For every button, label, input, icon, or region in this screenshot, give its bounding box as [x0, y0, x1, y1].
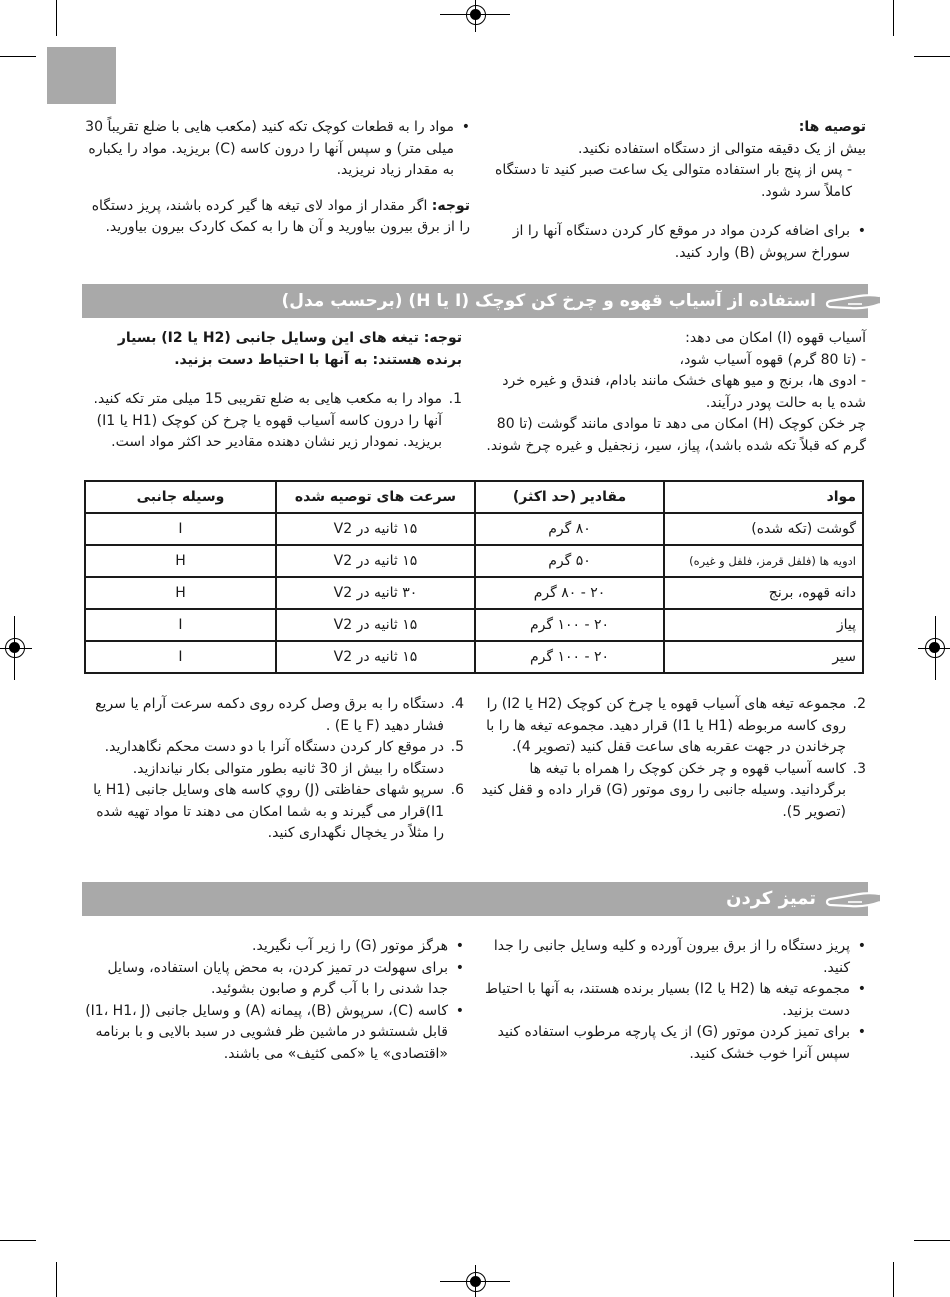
- recommendation-dash: - پس از پنج بار استفاده متوالی یک ساعت صبر کنید تا دستگاه کاملاً سرد شود.: [495, 162, 852, 200]
- section-heading-coffee-grinder: [82, 284, 868, 318]
- step-number: 6.: [450, 782, 464, 798]
- table-row: [85, 513, 863, 545]
- section-heading-cleaning: [82, 882, 868, 916]
- cleaning-left-column: [84, 936, 464, 1065]
- cleaning-bullet: • پریز دستگاه را از برق بیرون آورده و کلیه وسایل جانبی را جدا کنید.: [478, 936, 866, 979]
- cell-speed: ۱۵ ثانیه در V2: [276, 545, 475, 577]
- step-number: 5.: [450, 739, 464, 755]
- step-3: [478, 759, 866, 824]
- blade-warning-note: توجه: تیغه های این وسایل جانبی (H2 یا I2) بسیار برنده هستند: به آنها با احتیاط دست بزنید.: [117, 330, 462, 368]
- grinder-dash-coffee: - (تا 80 گرم) قهوه آسیاب شود،: [679, 351, 866, 368]
- cell-accessory: H: [85, 577, 276, 609]
- cell-speed: ۱۵ ثانیه در V2: [276, 513, 475, 545]
- step-text: در موقع کار کردن دستگاه آنرا با دو دست محکم نگاهدارید. دستگاه را بیش از 30 ثانیه بطور متوالی بکار نیاندازید.: [104, 739, 444, 777]
- registration-mark-icon: [925, 638, 945, 658]
- cleaning-right-column: [478, 936, 866, 1065]
- table-row: [85, 641, 863, 673]
- cleaning-bullet: • برای سهولت در تمیز کردن، به محض پایان استفاده، وسایل جدا شدنی را با آب گرم و صابون بشوئید.: [84, 958, 464, 1001]
- crop-mark: [0, 56, 36, 57]
- registration-mark-icon: [5, 638, 25, 658]
- cell-speed: ۳۰ ثانیه در V2: [276, 577, 475, 609]
- registration-mark-icon: [466, 5, 486, 25]
- crop-mark: [914, 1240, 950, 1241]
- step-2: [478, 694, 866, 759]
- cell-quantity: ۲۰ - ۱۰۰ گرم: [475, 641, 664, 673]
- cell-ingredient: سیر: [664, 641, 863, 673]
- grinder-dash-spices: - ادوی ها، برنج و میو ههای خشک مانند بادام، فندق و غیره خرد شده یا به حالت پودر درآیند.: [502, 373, 866, 411]
- header-ingredients: مواد: [664, 481, 863, 513]
- table-header-row: [85, 481, 863, 513]
- header-max-quantity: مقادیر (حد اکثر): [475, 481, 664, 513]
- crop-mark: [0, 1240, 36, 1241]
- cell-speed: ۱۵ ثانیه در V2: [276, 641, 475, 673]
- cleaning-bullet: • هرگز موتور (G) را زیر آب نگیرید.: [84, 936, 464, 958]
- step-number: 3.: [852, 760, 866, 777]
- step-number: 4.: [450, 696, 464, 712]
- crop-mark: [893, 0, 894, 36]
- step-number: 1.: [448, 391, 462, 407]
- crop-mark: [56, 0, 57, 36]
- step-1: [84, 389, 462, 454]
- note-text: اگر مقدار از مواد لای تیغه ها گیر کرده باشند، پریز دستگاه را از برق بیرون بیاورید و آن ها را به کمک کاردک بیرون بیاورید.: [91, 197, 470, 235]
- steps-right-column: [478, 694, 866, 823]
- step-text: کاسه آسیاب قهوه و چر خکن کوچک را همراه با تیغه ها برگردانید. وسیله جانبی را روی موتور (G) قرار داده و قفل کنید (تصویر 5).: [481, 760, 846, 820]
- header-accessory: وسیله جانبی: [85, 481, 276, 513]
- grinder-intro: آسیاب قهوه (I) امکان می دهد:: [685, 330, 866, 346]
- recommendations-block: [478, 117, 866, 264]
- quantities-table: [84, 480, 864, 674]
- crop-mark: [56, 1262, 57, 1297]
- step-6: [84, 780, 464, 845]
- table-row: [85, 609, 863, 641]
- step-text: دستگاه را به برق وصل کرده روی دکمه سرعت آرام یا سریع فشار دهید (F یا E) .: [95, 696, 444, 734]
- cell-speed: ۱۵ ثانیه در V2: [276, 609, 475, 641]
- crop-mark: [914, 56, 950, 57]
- cell-ingredient: دانه قهوه، برنج: [664, 577, 863, 609]
- top-left-block: [84, 117, 470, 239]
- cell-accessory: H: [85, 545, 276, 577]
- page-tab: [47, 47, 116, 104]
- recommendations-heading: توصیه ها:: [798, 119, 866, 135]
- cell-quantity: ۸۰ گرم: [475, 513, 664, 545]
- step-text: مواد را به مکعب هایی به ضلع تقریبی 15 میلی متر تکه کنید. آنها را درون کاسه آسیاب قهوه یا چرخ کن کوچک (H1 یا I1) بریزید. نمودار زیر نشان دهنده مقادیر حد اکثر مواد است.: [93, 391, 442, 450]
- registration-mark-icon: [466, 1272, 486, 1292]
- cleaning-bullet: • مجموعه تیغه ها (H2 یا I2) بسیار برنده هستند، به آنها با احتیاط دست بزنید.: [478, 979, 866, 1022]
- recommendation-bullet: • برای اضافه کردن مواد در موقع کار کردن دستگاه آنها را از سوراخ سرپوش (B) وارد کنید.: [478, 221, 866, 264]
- cell-quantity: ۵۰ گرم: [475, 545, 664, 577]
- crop-mark: [893, 1262, 894, 1297]
- table-row: [85, 545, 863, 577]
- cell-quantity: ۲۰ - ۸۰ گرم: [475, 577, 664, 609]
- step-4: [84, 694, 464, 737]
- cell-accessory: I: [85, 513, 276, 545]
- cleaning-bullet: • برای تمیز کردن موتور (G) از یک پارچه مرطوب استفاده کنید سپس آنرا خوب خشک کنید.: [478, 1022, 866, 1065]
- header-recommended-speed: سرعت های توصیه شده: [276, 481, 475, 513]
- cell-ingredient: پیاز: [664, 609, 863, 641]
- steps-left-column: [84, 694, 464, 845]
- cleaning-bullet: • کاسه (C)، سرپوش (B)، پیمانه (A) و وسایل جانبی (I1، H1، J) قابل شستشو در ماشین ظر فشویی در سبد بالایی و با برنامه «اقتصادی» یا «کمی کثیف» می باشند.: [84, 1001, 464, 1066]
- section-title: تمیز کردن: [726, 888, 816, 909]
- step-5: [84, 737, 464, 780]
- mini-chopper-description: چر خکن کوچک (H) امکان می دهد تا موادی مانند گوشت (تا 80 گرم که قبلاً تکه شده باشد)، پیاز، سیر، زنجفیل و غیره چرخ شوند.: [486, 416, 866, 454]
- step-text: سرپو شهای حفاظتی (J) روي كاسه های وسایل جانبی (H1 یا I1)قرار می گیرند و به شما امکان می دهند تا مواد تهیه شده را مثلاً در یخچال نگهداری کنید.: [93, 782, 444, 841]
- note-label: توجه:: [431, 197, 470, 214]
- cell-accessory: I: [85, 609, 276, 641]
- blade-warning-block: [84, 328, 462, 454]
- section-title: استفاده از آسیاب قهوه و چرخ کن کوچک (I یا H) (برحسب مدل): [281, 291, 816, 311]
- cell-quantity: ۲۰ - ۱۰۰ گرم: [475, 609, 664, 641]
- cell-ingredient: گوشت (تکه شده): [664, 513, 863, 545]
- grinder-description: [478, 328, 866, 457]
- hand-pointer-icon: [824, 886, 882, 912]
- recommendation-line: بیش از یک دقیقه متوالی از دستگاه استفاده نکنید.: [578, 140, 866, 157]
- step-number: 2.: [852, 696, 866, 712]
- hand-pointer-icon: [824, 288, 882, 314]
- cutting-instruction-bullet: • مواد را به قطعات کوچک تکه کنید (مکعب هایی با ضلع تقریباً 30 میلی متر) و سپس آنها را درون کاسه (C) بریزید. مواد را یکباره به مقدار زیاد نریزید.: [84, 117, 470, 182]
- step-text: مجموعه تیغه های آسیاب قهوه یا چرخ کن کوچک (H2 یا I2) را روی کاسه مربوطه (H1 یا I1) قرار دهید. مجموعه تیغه ها را با چرخاندن در جهت عقربه های ساعت قفل کنید (تصویر 4).: [486, 696, 846, 755]
- cell-ingredient: ادویه ها (فلفل قرمز، فلفل و غیره): [664, 545, 863, 577]
- table-row: [85, 577, 863, 609]
- stuck-food-note: [84, 196, 470, 239]
- cell-accessory: I: [85, 641, 276, 673]
